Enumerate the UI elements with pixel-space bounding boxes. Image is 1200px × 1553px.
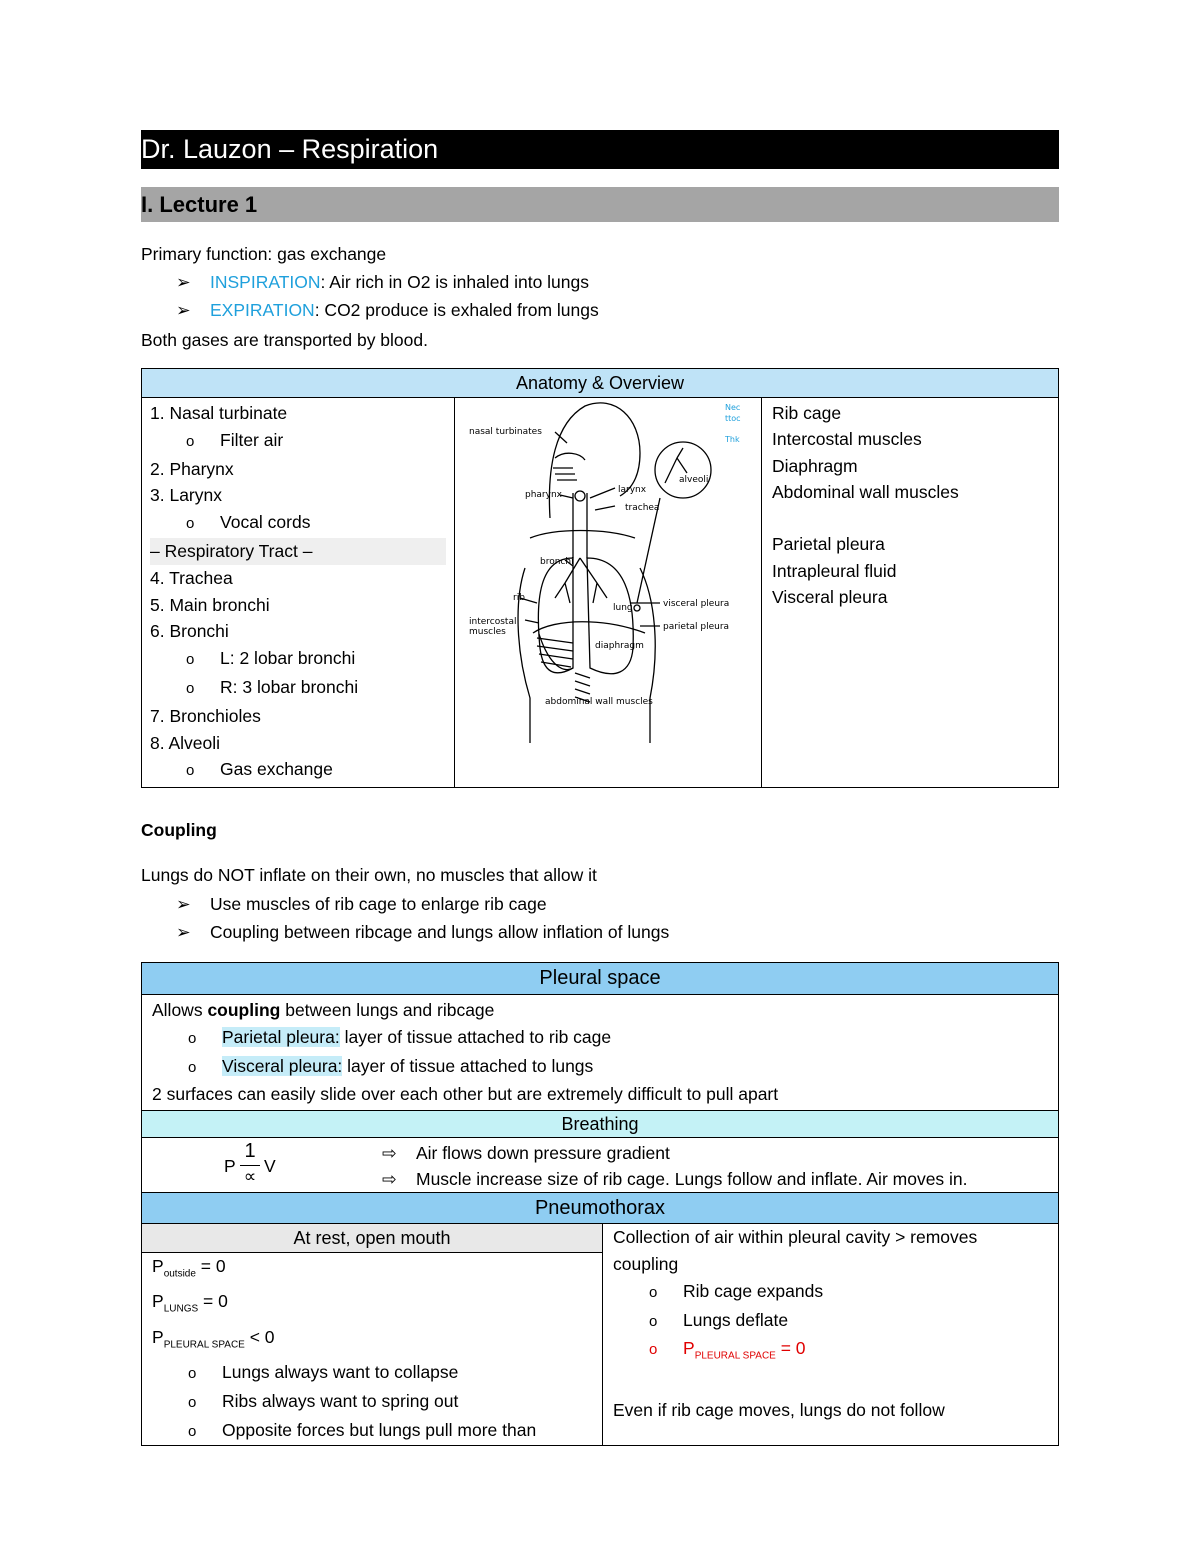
list-item: Visceral pleura <box>772 587 888 608</box>
list-item: 4. Trachea <box>150 567 233 588</box>
arrow-bullet-icon: ➢ <box>176 272 191 292</box>
at-rest-cell <box>142 1253 603 1446</box>
diagram-label: pharynx <box>525 490 562 500</box>
coupling-heading: Coupling <box>141 820 217 840</box>
pleural-cell <box>142 995 1059 1111</box>
diagram-note: ttoc <box>725 414 741 423</box>
arrow-bullet-icon: ➢ <box>176 922 191 942</box>
respiratory-diagram <box>455 398 761 774</box>
pneumo-text: Even if rib cage moves, lungs do not follow <box>613 1400 945 1421</box>
boyle-formula: P 1 ∝ V <box>224 1140 276 1187</box>
list-subitem: o Lungs always want to collapse <box>188 1362 459 1383</box>
list-subitem: o R: 3 lobar bronchi <box>186 676 359 697</box>
both-gases-note: Both gases are transported by blood. <box>141 330 428 350</box>
list-subitem: o $P_{PLEURAL SPACE} = 0$ <box>649 1338 806 1362</box>
diagram-label: intercostal <box>469 617 517 627</box>
list-subitem: o Gas exchange <box>186 759 333 780</box>
list-item: 8. Alveoli <box>150 732 221 753</box>
pneumothorax-header: Pneumothorax <box>142 1193 1059 1224</box>
list-item: 6. Bronchi <box>150 621 229 642</box>
bullet-inspiration: ➢ INSPIRATION: Air rich in O2 is inhaled into lungs <box>176 272 590 292</box>
coupling-bullet: ➢ Use muscles of rib cage to enlarge rib cage <box>176 894 547 914</box>
diagram-label: visceral pleura <box>663 599 730 609</box>
pleural-header: Pleural space <box>142 963 1059 995</box>
list-item: 1. Nasal turbinate <box>150 403 288 423</box>
list-item: Diaphragm <box>772 455 858 476</box>
diagram-label: rib <box>513 593 525 603</box>
list-item: Parietal pleura <box>772 534 885 555</box>
list-item: Rib cage <box>772 403 842 423</box>
list-subitem: o Filter air <box>186 429 284 450</box>
coupling-text: Lungs do NOT inflate on their own, no muscles that allow it <box>141 865 597 885</box>
diagram-label: alveoli <box>679 475 709 485</box>
pleural-surfaces: 2 surfaces can easily slide over each other but are extremely difficult to pull apart <box>152 1084 779 1105</box>
arrow-right-icon: ⇨ <box>382 1143 397 1164</box>
pressure-pleural: $P_{PLEURAL SPACE} < 0$ <box>152 1326 275 1351</box>
respiratory-tract-label: – Respiratory Tract – <box>150 538 446 565</box>
list-subitem: o Opposite forces but lungs pull more than <box>188 1419 537 1440</box>
pneumothorax-right-cell <box>603 1224 1059 1446</box>
arrow-right-icon: ⇨ <box>382 1169 397 1190</box>
list-subitem: o Parietal pleura: layer of tissue attached to rib cage <box>188 1026 612 1047</box>
anatomy-table <box>141 368 1059 788</box>
diagram-label: diaphragm <box>595 641 644 651</box>
breathing-cell <box>142 1138 1059 1193</box>
coupling-bullet: ➢ Coupling between ribcage and lungs allow inflation of lungs <box>176 922 670 942</box>
pressure-outside: $P_{outside} = 0$ <box>152 1256 226 1280</box>
pneumo-text: Collection of air within pleural cavity > removes <box>613 1227 978 1248</box>
diagram-label: muscles <box>469 627 506 637</box>
pneumo-text: coupling <box>613 1253 679 1274</box>
list-item: 3. Larynx <box>150 485 222 506</box>
diagram-label: abdominal wall muscles <box>545 697 653 707</box>
page-title: Dr. Lauzon – Respiration <box>141 130 1059 169</box>
list-subitem: o Visceral pleura: layer of tissue attached to lungs <box>188 1055 594 1076</box>
pressure-lungs: $P_{LUNGS} = 0$ <box>152 1291 228 1315</box>
list-subitem: o L: 2 lobar bronchi <box>186 648 356 669</box>
at-rest-header: At rest, open mouth <box>142 1224 603 1253</box>
bullet-expiration: ➢ EXPIRATION: CO2 produce is exhaled from lungs <box>176 300 599 320</box>
diagram-note: Nec <box>725 403 741 412</box>
diagram-note: Thk <box>725 435 740 444</box>
pleural-table <box>141 962 1059 1446</box>
diagram-label: parietal pleura <box>663 622 730 632</box>
list-item: Intercostal muscles <box>772 429 922 450</box>
list-subitem: o Rib cage expands <box>649 1280 824 1301</box>
list-subitem: o Vocal cords <box>186 512 311 533</box>
diagram-label: lung <box>613 603 633 613</box>
anatomy-diagram-cell <box>455 398 762 788</box>
list-item: Abdominal wall muscles <box>772 481 959 502</box>
list-subitem: o Ribs always want to spring out <box>188 1390 459 1411</box>
arrow-bullet-icon: ➢ <box>176 300 191 320</box>
list-item: Intrapleural fluid <box>772 560 897 581</box>
primary-function: Primary function: gas exchange <box>141 244 387 264</box>
breathing-header: Breathing <box>142 1111 1059 1138</box>
list-subitem: o Lungs deflate <box>649 1309 789 1330</box>
diagram-label: bronchi <box>540 557 574 567</box>
arrow-bullet-icon: ➢ <box>176 894 191 914</box>
diagram-label: trachea <box>625 503 660 513</box>
list-item: 2. Pharynx <box>150 458 234 479</box>
list-item: 5. Main bronchi <box>150 594 270 615</box>
pleural-allows: Allows coupling between lungs and ribcage <box>152 1000 495 1020</box>
anatomy-right-cell <box>762 398 1059 788</box>
diagram-label: nasal turbinates <box>469 427 542 437</box>
breathing-bullet: ⇨ Air flows down pressure gradient <box>382 1140 670 1167</box>
breathing-bullet: ⇨ Muscle increase size of rib cage. Lungs follow and inflate. Air moves in. <box>382 1166 968 1193</box>
section-heading: I. Lecture 1 <box>141 187 1059 222</box>
anatomy-left-cell <box>142 398 455 788</box>
list-item: 7. Bronchioles <box>150 705 261 726</box>
diagram-label: larynx <box>618 485 647 495</box>
anatomy-header: Anatomy & Overview <box>142 369 1059 398</box>
